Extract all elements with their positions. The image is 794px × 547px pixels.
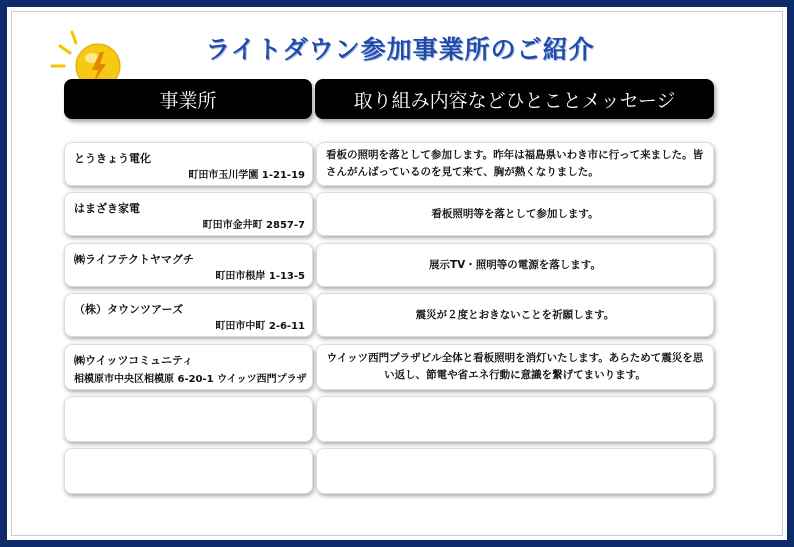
business-address: 町田市根岸 1-13-5 [215, 271, 305, 282]
business-cell [64, 293, 313, 337]
business-name: はまざき家電 [74, 202, 140, 215]
message-cell [316, 142, 714, 186]
message-text: 看板照明等を落として参加します。 [431, 207, 599, 220]
business-cell [64, 243, 313, 287]
business-cell [64, 344, 313, 390]
header-message: 取り組み内容などひとことメッセージ [315, 79, 714, 119]
message-text: ウイッツ西門プラザビル全体と看板照明を消灯いたします。あらためて震災を思い返し、節電や省エネ行動に意識を繋げてまいります。 [326, 352, 704, 381]
message-cell-empty [316, 396, 714, 442]
message-text: 震災が２度とおきないことを祈願します。 [415, 308, 615, 321]
message-cell [316, 192, 714, 236]
business-name: ㈱ライフテクトヤマグチ [74, 253, 194, 266]
page-title: ライトダウン参加事業所のご紹介 [205, 35, 595, 64]
header-business: 事業所 [64, 79, 312, 119]
business-address: 町田市中町 2-6-11 [215, 321, 305, 332]
business-cell [64, 192, 313, 236]
message-text: 展示TV・照明等の電源を落します。 [429, 258, 601, 271]
message-cell-empty [316, 448, 714, 494]
business-cell-empty [64, 396, 313, 442]
message-text [326, 396, 704, 442]
message-cell [316, 344, 714, 390]
message-cell [316, 293, 714, 337]
message-text [326, 448, 704, 494]
business-address: 相模原市中央区相模原 6-20-1 ウイッツ西門プラザ [74, 374, 307, 385]
business-address: 町田市金井町 2857-7 [202, 220, 305, 231]
message-text: 看板の照明を落として参加します。昨年は福島県いわき市に行って来ました。皆さんがんばっているのを見て来て、胸が熱くなりました。 [326, 149, 704, 178]
business-name: （株）タウンツアーズ [74, 303, 184, 316]
business-cell [64, 142, 313, 186]
business-name: ㈱ウイッツコミュニティ [74, 354, 194, 367]
business-name: とうきょう電化 [74, 152, 151, 165]
business-cell-empty [64, 448, 313, 494]
business-address: 町田市玉川学園 1-21-19 [188, 170, 305, 181]
message-cell [316, 243, 714, 287]
